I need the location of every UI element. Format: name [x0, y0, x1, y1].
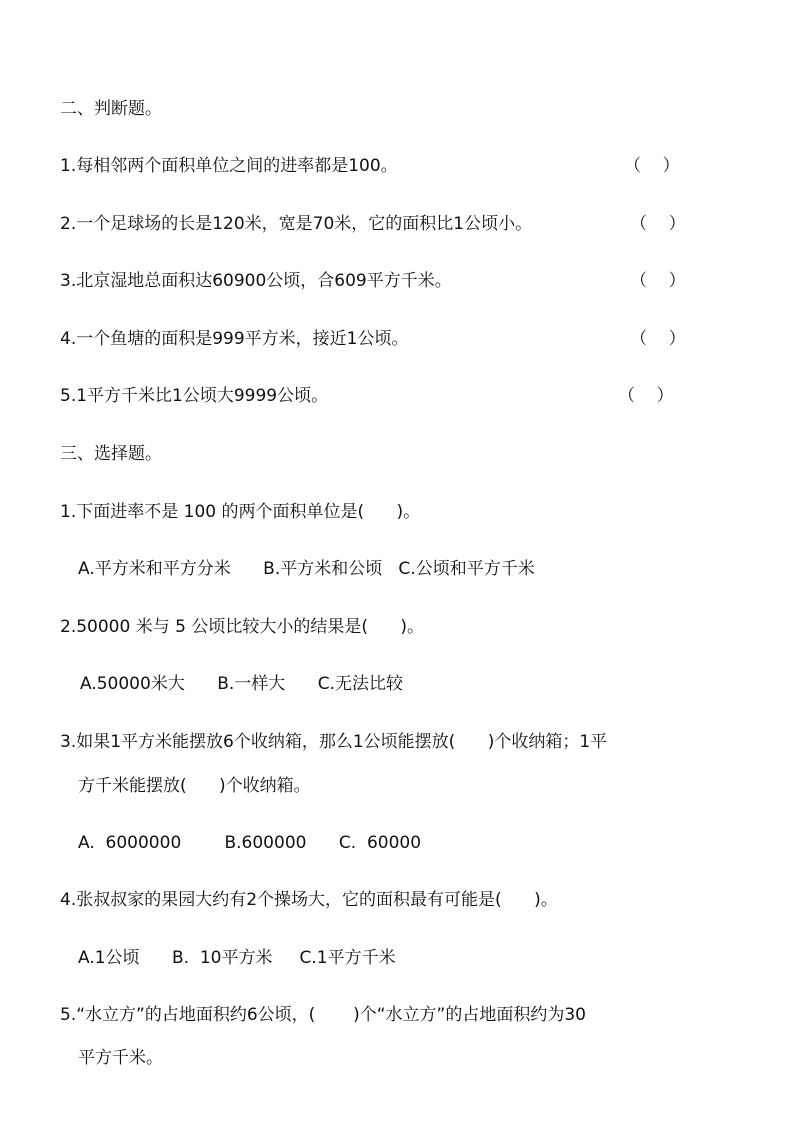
answer-paren-2[interactable]: （ ）	[630, 214, 686, 234]
choice-q2-stem: 2.50000 米与 5 公顷比较大小的结果是( )。	[60, 617, 425, 637]
choice-q5-stem-line1: 5.“水立方”的占地面积约6公顷，( )个“水立方”的占地面积约为30	[60, 1005, 586, 1025]
judge-item-2: 2.一个足球场的长是120米，宽是70米，它的面积比1公顷小。	[60, 214, 533, 234]
choice-q4-stem: 4.张叔叔家的果园大约有2个操场大，它的面积最有可能是( )。	[60, 890, 558, 910]
choice-q3-options: A. 6000000 B.600000 C. 60000	[78, 833, 422, 853]
choice-q1-stem: 1.下面进率不是 100 的两个面积单位是( )。	[60, 502, 421, 522]
answer-paren-5[interactable]: （ ）	[618, 386, 674, 406]
choice-q1-options: A.平方米和平方分米 B.平方米和公顷 C.公顷和平方千米	[78, 559, 535, 579]
answer-paren-4[interactable]: （ ）	[630, 329, 686, 349]
choice-heading: 三、选择题。	[60, 444, 162, 464]
choice-q5-stem-line2: 平方千米。	[78, 1048, 163, 1068]
answer-paren-1[interactable]: （ ）	[624, 156, 680, 176]
answer-paren-3[interactable]: （ ）	[630, 271, 686, 291]
choice-q4-options: A.1公顷 B. 10平方米 C.1平方千米	[78, 948, 396, 968]
choice-q2-options: A.50000米大 B.一样大 C.无法比较	[80, 674, 403, 694]
choice-q3-stem-line2: 方千米能摆放( )个收纳箱。	[78, 776, 311, 796]
judge-item-4: 4.一个鱼塘的面积是999平方米，接近1公顷。	[60, 329, 409, 349]
judge-heading: 二、判断题。	[60, 99, 162, 119]
judge-item-5: 5.1平方千米比1公顷大9999公顷。	[60, 386, 329, 406]
choice-q3-stem-line1: 3.如果1平方米能摆放6个收纳箱，那么1公顷能摆放( )个收纳箱；1平	[60, 732, 608, 752]
judge-item-1: 1.每相邻两个面积单位之间的进率都是100。	[60, 156, 398, 176]
judge-item-3: 3.北京湿地总面积达60900公顷，合609平方千米。	[60, 271, 452, 291]
